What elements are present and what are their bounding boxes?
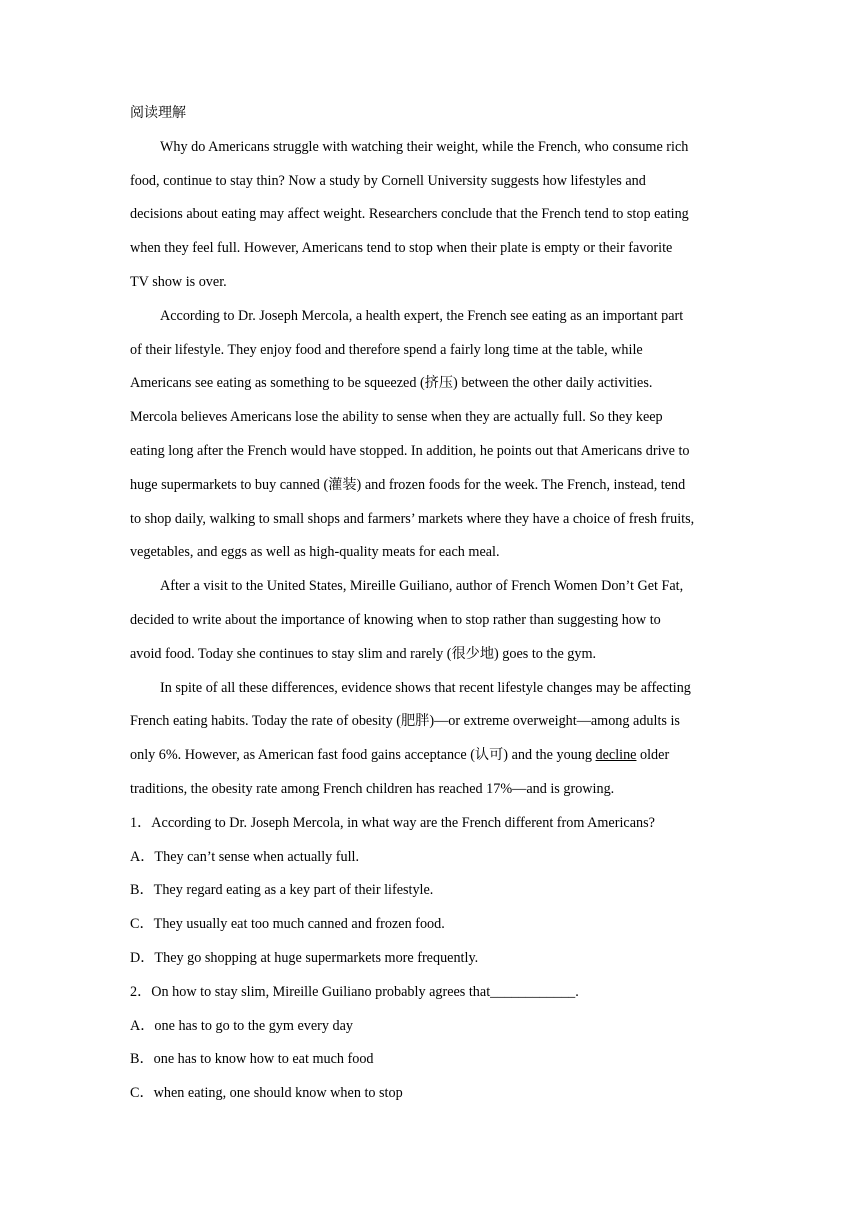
question-stem: 2．On how to stay slim, Mireille Guiliano probably agrees that____________. <box>130 983 579 1000</box>
passage-line: avoid food. Today she continues to stay slim and rarely (很少地) goes to the gym. <box>130 645 597 662</box>
passage-line: French eating habits. Today the rate of obesity (肥胖)—or extreme overweight—among adults is <box>130 713 680 730</box>
passage-paragraph-2 <box>130 300 742 570</box>
passage-line: vegetables, and eggs as well as high-quality meats for each meal. <box>130 544 500 561</box>
passage-line: In spite of all these differences, evidence shows that recent lifestyle changes may be affecting <box>160 679 691 696</box>
passage-text: older <box>636 747 670 764</box>
question-2 <box>130 976 742 1111</box>
document-content <box>130 97 742 1111</box>
passage-line: traditions, the obesity rate among French children has reached 17%—and is growing. <box>130 780 615 797</box>
answer-option-c: C．They usually eat too much canned and frozen food. <box>130 916 445 933</box>
answer-option-a: A．They can’t sense when actually full. <box>130 848 360 865</box>
section-heading: 阅读理解 <box>130 105 186 121</box>
question-1 <box>130 807 742 976</box>
passage-line: Mercola believes Americans lose the ability to sense when they are actually full. So they keep <box>130 409 663 426</box>
passage-line <box>130 739 742 773</box>
answer-option-b: B．one has to know how to eat much food <box>130 1051 374 1068</box>
passage-text: only 6%. However, as American fast food gains acceptance (认可) and the young <box>130 747 596 764</box>
passage-line: decided to write about the importance of knowing when to stop rather than suggesting how to <box>130 611 661 628</box>
passage-line: when they feel full. However, Americans tend to stop when their plate is empty or their favorite <box>130 240 673 257</box>
passage-line: food, continue to stay thin? Now a study by Cornell University suggests how lifestyles and <box>130 172 646 189</box>
passage-paragraph-3 <box>130 570 742 671</box>
passage-line: eating long after the French would have stopped. In addition, he points out that Americans drive to <box>130 442 690 459</box>
passage-paragraph-1 <box>130 131 742 300</box>
passage-line: After a visit to the United States, Mireille Guiliano, author of French Women Don’t Get Fat, <box>160 578 684 595</box>
passage-line: Americans see eating as something to be squeezed (挤压) between the other daily activities. <box>130 375 653 392</box>
answer-option-d: D．They go shopping at huge supermarkets more frequently. <box>130 949 479 966</box>
passage-line: According to Dr. Joseph Mercola, a health expert, the French see eating as an important part <box>160 307 684 324</box>
passage-line: to shop daily, walking to small shops and farmers’ markets where they have a choice of fresh fruits, <box>130 510 695 527</box>
underlined-word: decline <box>595 747 637 764</box>
passage-line: TV show is over. <box>130 273 227 290</box>
answer-option-a: A．one has to go to the gym every day <box>130 1017 354 1034</box>
answer-option-b: B．They regard eating as a key part of their lifestyle. <box>130 882 434 899</box>
passage-line: decisions about eating may affect weight. Researchers conclude that the French tend to stop eating <box>130 206 689 223</box>
passage-line: of their lifestyle. They enjoy food and therefore spend a fairly long time at the table, while <box>130 341 643 358</box>
answer-option-c: C．when eating, one should know when to stop <box>130 1085 403 1102</box>
question-stem: 1．According to Dr. Joseph Mercola, in what way are the French different from Americans? <box>130 814 655 831</box>
passage-paragraph-4 <box>130 672 742 807</box>
passage-line: huge supermarkets to buy canned (灌装) and frozen foods for the week. The French, instead, tend <box>130 476 686 493</box>
passage-line: Why do Americans struggle with watching their weight, while the French, who consume rich <box>160 138 689 155</box>
